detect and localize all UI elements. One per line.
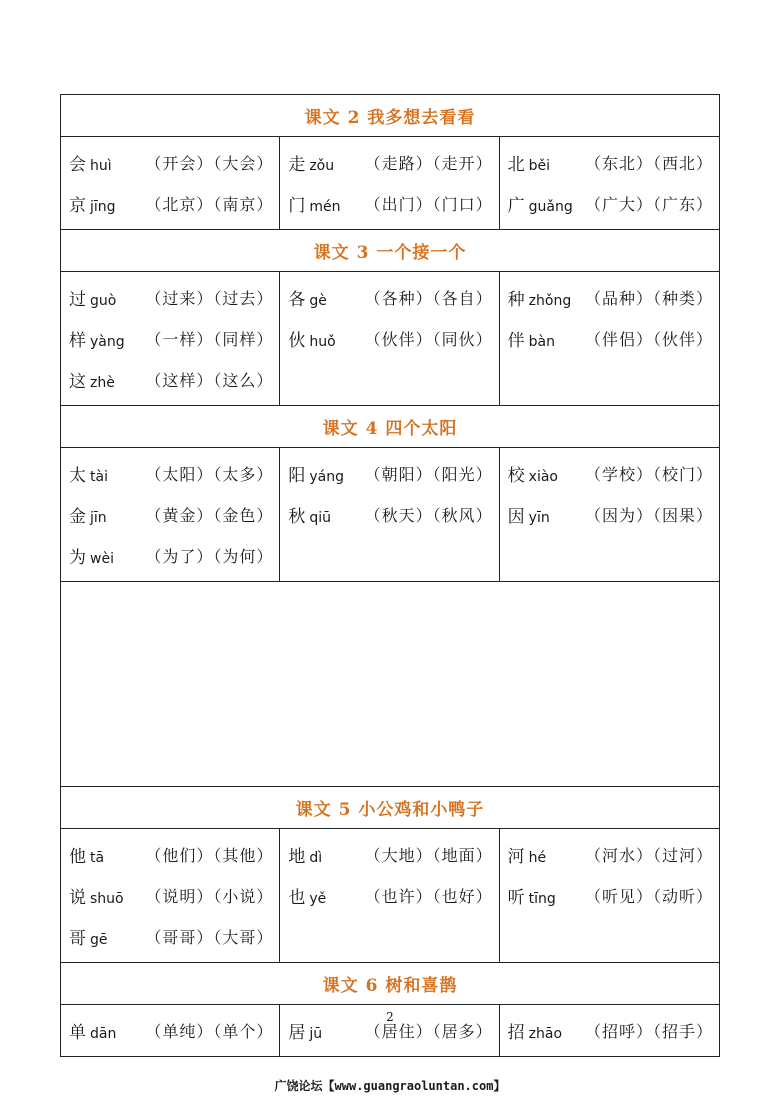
character-with-pinyin — [288, 461, 344, 486]
word-column — [280, 272, 499, 405]
example-words: （太阳）（太多） — [145, 465, 274, 484]
example-words: （各种）（各自） — [364, 289, 493, 308]
character-with-pinyin — [288, 191, 340, 216]
word-column — [500, 448, 719, 581]
example-words: （也许）（也好） — [364, 887, 493, 906]
word-entry — [508, 318, 713, 359]
character-with-pinyin — [288, 150, 334, 175]
example-words: （东北）（西北） — [584, 154, 713, 173]
character-with-pinyin — [288, 502, 331, 527]
character-with-pinyin — [69, 461, 108, 486]
example-words: （开会）（大会） — [145, 154, 274, 173]
character-with-pinyin — [69, 150, 112, 175]
hanzi-character: 秋 — [288, 507, 306, 527]
example-words: （伙伴）（同伙） — [364, 330, 493, 349]
pinyin: yīn — [528, 510, 550, 526]
lesson-title: 课文 3 一个接一个 — [61, 230, 719, 272]
hanzi-character: 广 — [507, 196, 525, 216]
hanzi-character: 他 — [69, 847, 86, 867]
word-entry — [69, 183, 273, 224]
lesson-title: 课文 5 小公鸡和小鸭子 — [61, 787, 719, 829]
example-words: （说明）（小说） — [145, 887, 274, 906]
pinyin: dì — [309, 850, 323, 866]
hanzi-character: 为 — [69, 548, 86, 568]
pinyin: běi — [528, 158, 551, 174]
hanzi-character: 会 — [69, 155, 86, 175]
lesson-title: 课文 2 我多想去看看 — [61, 95, 719, 137]
pinyin: huì — [90, 158, 112, 174]
pinyin: shuō — [90, 891, 124, 907]
character-with-pinyin — [288, 842, 322, 867]
hanzi-character: 金 — [69, 507, 86, 527]
example-words: （秋天）（秋风） — [364, 506, 493, 525]
word-entry — [69, 359, 273, 400]
example-words: （单纯）（单个） — [145, 1022, 274, 1041]
character-with-pinyin — [69, 543, 114, 568]
pinyin: bàn — [528, 334, 555, 350]
word-entry — [508, 494, 713, 535]
word-column — [500, 829, 719, 962]
example-words: （一样）（同样） — [145, 330, 274, 349]
example-words: （这样）（这么） — [145, 371, 274, 390]
word-entry — [288, 318, 492, 359]
pinyin: mén — [309, 199, 341, 215]
word-entry — [69, 916, 273, 957]
pinyin: tài — [90, 469, 108, 485]
word-entry — [508, 277, 713, 318]
lesson-word-grid — [61, 448, 719, 582]
example-words: （听见）（动听） — [584, 887, 713, 906]
pinyin: jīng — [90, 199, 116, 215]
pinyin: zhǒng — [528, 293, 572, 309]
example-words: （招呼）（招手） — [584, 1022, 713, 1041]
hanzi-character: 说 — [69, 888, 86, 908]
word-column — [280, 448, 499, 581]
word-entry — [288, 834, 492, 875]
word-entry — [288, 875, 492, 916]
hanzi-character: 过 — [69, 290, 86, 310]
lesson-word-grid — [61, 829, 719, 963]
lesson-title: 课文 6 树和喜鹊 — [61, 963, 719, 1005]
word-entry — [69, 875, 273, 916]
example-words: （因为）（因果） — [584, 506, 713, 525]
pinyin: yáng — [309, 469, 344, 485]
hanzi-character: 伴 — [507, 331, 525, 351]
hanzi-character: 因 — [507, 507, 525, 527]
character-with-pinyin — [508, 285, 572, 310]
hanzi-character: 各 — [288, 290, 306, 310]
character-with-pinyin — [508, 842, 547, 867]
hanzi-character: 北 — [507, 155, 525, 175]
example-words: （朝阳）（阳光） — [364, 465, 493, 484]
word-entry — [508, 834, 713, 875]
example-words: （学校）（校门） — [584, 465, 713, 484]
pinyin: jīn — [90, 510, 107, 526]
hanzi-character: 门 — [288, 196, 306, 216]
character-with-pinyin — [69, 326, 125, 351]
pinyin: jū — [309, 1026, 323, 1042]
character-with-pinyin — [288, 326, 335, 351]
word-entry — [288, 453, 492, 494]
pinyin: yàng — [90, 334, 125, 350]
example-words: （品种）（种类） — [584, 289, 713, 308]
example-words: （他们）（其他） — [145, 846, 274, 865]
example-words: （过来）（过去） — [145, 289, 274, 308]
hanzi-character: 京 — [69, 196, 86, 216]
character-with-pinyin — [69, 191, 116, 216]
hanzi-character: 地 — [288, 847, 306, 867]
pinyin: tā — [90, 850, 105, 866]
pinyin: guǎng — [528, 199, 573, 215]
pinyin: hé — [528, 850, 547, 866]
hanzi-character: 走 — [288, 155, 306, 175]
hanzi-character: 样 — [69, 331, 86, 351]
word-column — [280, 829, 499, 962]
word-column — [61, 829, 280, 962]
word-column — [500, 137, 719, 229]
vocabulary-table — [60, 94, 720, 1057]
pinyin: tīng — [528, 891, 556, 907]
example-words: （伴侣）（伙伴） — [584, 330, 713, 349]
word-entry — [508, 183, 713, 224]
character-with-pinyin — [69, 502, 107, 527]
pinyin: huǒ — [309, 334, 336, 350]
word-column — [61, 448, 280, 581]
example-words: （河水）（过河） — [584, 846, 713, 865]
pinyin: zǒu — [309, 158, 335, 174]
hanzi-character: 伙 — [288, 331, 306, 351]
word-entry — [69, 318, 273, 359]
word-column — [280, 137, 499, 229]
word-entry — [508, 142, 713, 183]
word-entry — [69, 142, 273, 183]
hanzi-character: 阳 — [288, 466, 306, 486]
hanzi-character: 校 — [507, 466, 525, 486]
word-entry — [69, 535, 273, 576]
hanzi-character: 这 — [69, 372, 86, 392]
lesson-word-grid — [61, 272, 719, 406]
pinyin: gē — [90, 932, 108, 948]
hanzi-character: 种 — [507, 290, 525, 310]
word-entry — [288, 277, 492, 318]
character-with-pinyin — [69, 924, 108, 949]
character-with-pinyin — [69, 883, 124, 908]
pinyin: xiào — [528, 469, 558, 485]
pinyin: qiū — [309, 510, 331, 526]
example-words: （居住）（居多） — [364, 1022, 493, 1041]
word-entry — [69, 834, 273, 875]
example-words: （为了）（为何） — [145, 547, 274, 566]
character-with-pinyin — [69, 842, 104, 867]
character-with-pinyin — [288, 883, 326, 908]
hanzi-character: 哥 — [69, 929, 86, 949]
hanzi-character: 太 — [69, 466, 86, 486]
lesson-title: 课文 4 四个太阳 — [61, 406, 719, 448]
word-entry — [69, 453, 273, 494]
character-with-pinyin — [508, 883, 556, 908]
blank-area — [61, 582, 719, 787]
example-words: （黄金）（金色） — [145, 506, 274, 525]
character-with-pinyin — [508, 461, 558, 486]
word-entry — [508, 453, 713, 494]
word-entry — [69, 277, 273, 318]
example-words: （出门）（门口） — [364, 195, 493, 214]
example-words: （广大）（广东） — [584, 195, 713, 214]
pinyin: wèi — [90, 551, 114, 567]
lesson-word-grid — [61, 137, 719, 230]
word-column — [61, 272, 280, 405]
character-with-pinyin — [69, 367, 115, 392]
word-entry — [288, 142, 492, 183]
character-with-pinyin — [508, 502, 550, 527]
hanzi-character: 听 — [507, 888, 525, 908]
hanzi-character: 也 — [288, 888, 306, 908]
page-number: 2 — [386, 1010, 394, 1024]
footer-credit: 广饶论坛【www.guangraoluntan.com】 — [274, 1079, 506, 1093]
example-words: （北京）（南京） — [145, 195, 274, 214]
word-entry — [69, 494, 273, 535]
example-words: （哥哥）（大哥） — [145, 928, 274, 947]
word-column — [500, 272, 719, 405]
hanzi-character: 河 — [507, 847, 525, 867]
character-with-pinyin — [288, 285, 327, 310]
word-entry — [288, 183, 492, 224]
pinyin: dān — [90, 1026, 117, 1042]
pinyin: yě — [309, 891, 327, 907]
example-words: （大地）（地面） — [364, 846, 493, 865]
pinyin: guò — [90, 293, 117, 309]
pinyin: zhāo — [528, 1026, 563, 1042]
word-entry — [288, 494, 492, 535]
hanzi-character: 招 — [507, 1023, 525, 1043]
word-entry — [508, 875, 713, 916]
hanzi-character: 居 — [288, 1023, 306, 1043]
character-with-pinyin — [508, 326, 555, 351]
pinyin: gè — [309, 293, 327, 309]
pinyin: zhè — [90, 375, 115, 391]
example-words: （走路）（走开） — [364, 154, 493, 173]
character-with-pinyin — [508, 191, 573, 216]
hanzi-character: 单 — [69, 1023, 86, 1043]
character-with-pinyin — [508, 150, 550, 175]
word-column — [61, 137, 280, 229]
character-with-pinyin — [69, 285, 116, 310]
